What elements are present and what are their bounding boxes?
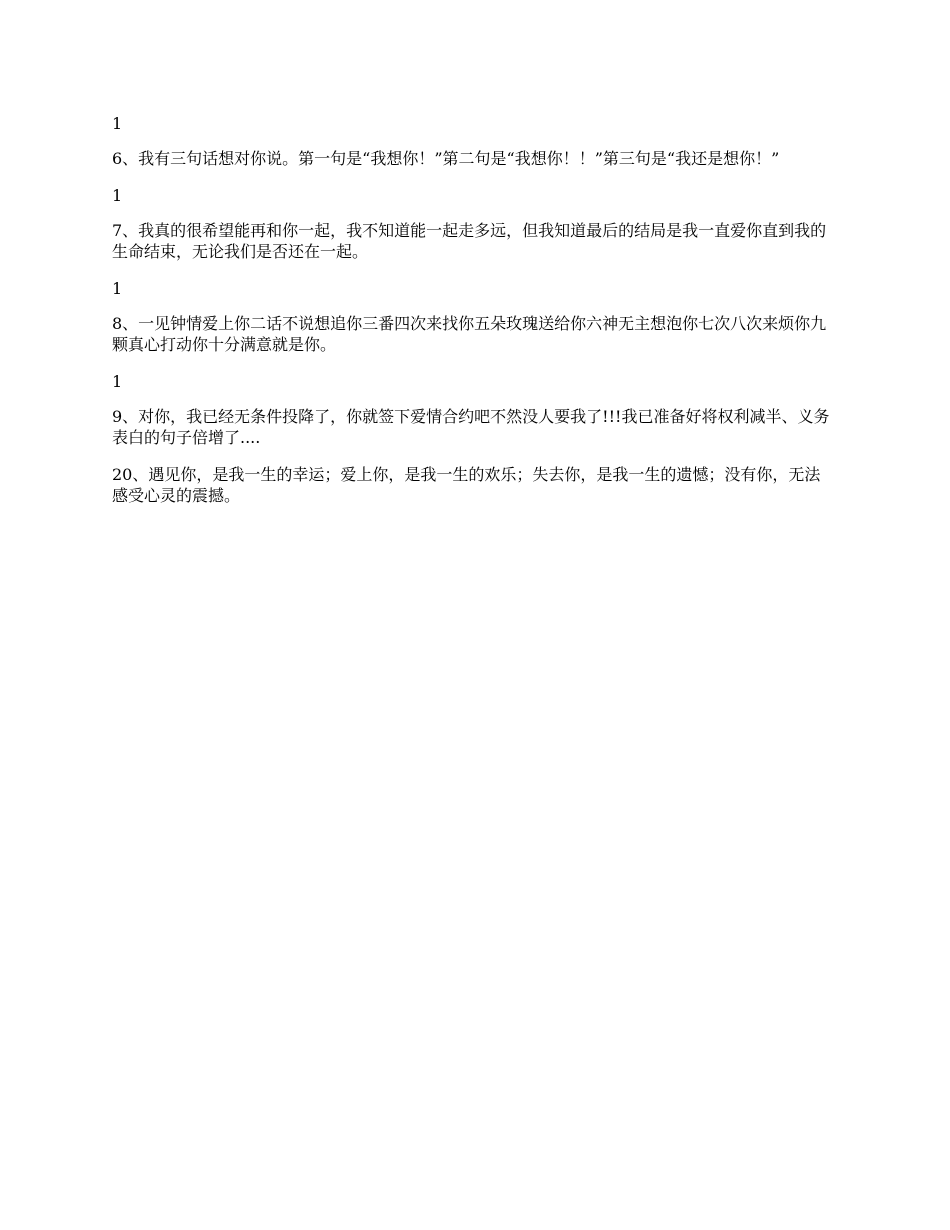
- paragraph-6: 6、我有三句话想对你说。第一句是“我想你！”第二句是“我想你！！”第三句是“我还是想你！”: [112, 149, 780, 168]
- paragraph-7: 7、我真的很希望能再和你一起，我不知道能一起走多远，但我知道最后的结局是我一直爱你直到我的生命结束，无论我们是否还在一起。: [112, 221, 827, 261]
- page-number: 1: [112, 372, 123, 391]
- paragraph-8: 8、一见钟情爱上你二话不说想追你三番四次来找你五朵玫瑰送给你六神无主想泡你七次八次来烦你九颗真心打动你十分满意就是你。: [112, 314, 827, 354]
- paragraph-20: 20、遇见你，是我一生的幸运；爱上你，是我一生的欢乐；失去你，是我一生的遗憾；没有你，无法感受心灵的震撼。: [112, 465, 821, 505]
- page-number: 1: [112, 114, 123, 133]
- page-number: 1: [112, 279, 123, 298]
- document-page: [112, 113, 836, 522]
- paragraph-9: 9、对你，我已经无条件投降了，你就签下爱情合约吧不然没人要我了!!!我已准备好将权利减半、义务表白的句子倍增了....: [112, 407, 830, 447]
- page-number: 1: [112, 186, 123, 205]
